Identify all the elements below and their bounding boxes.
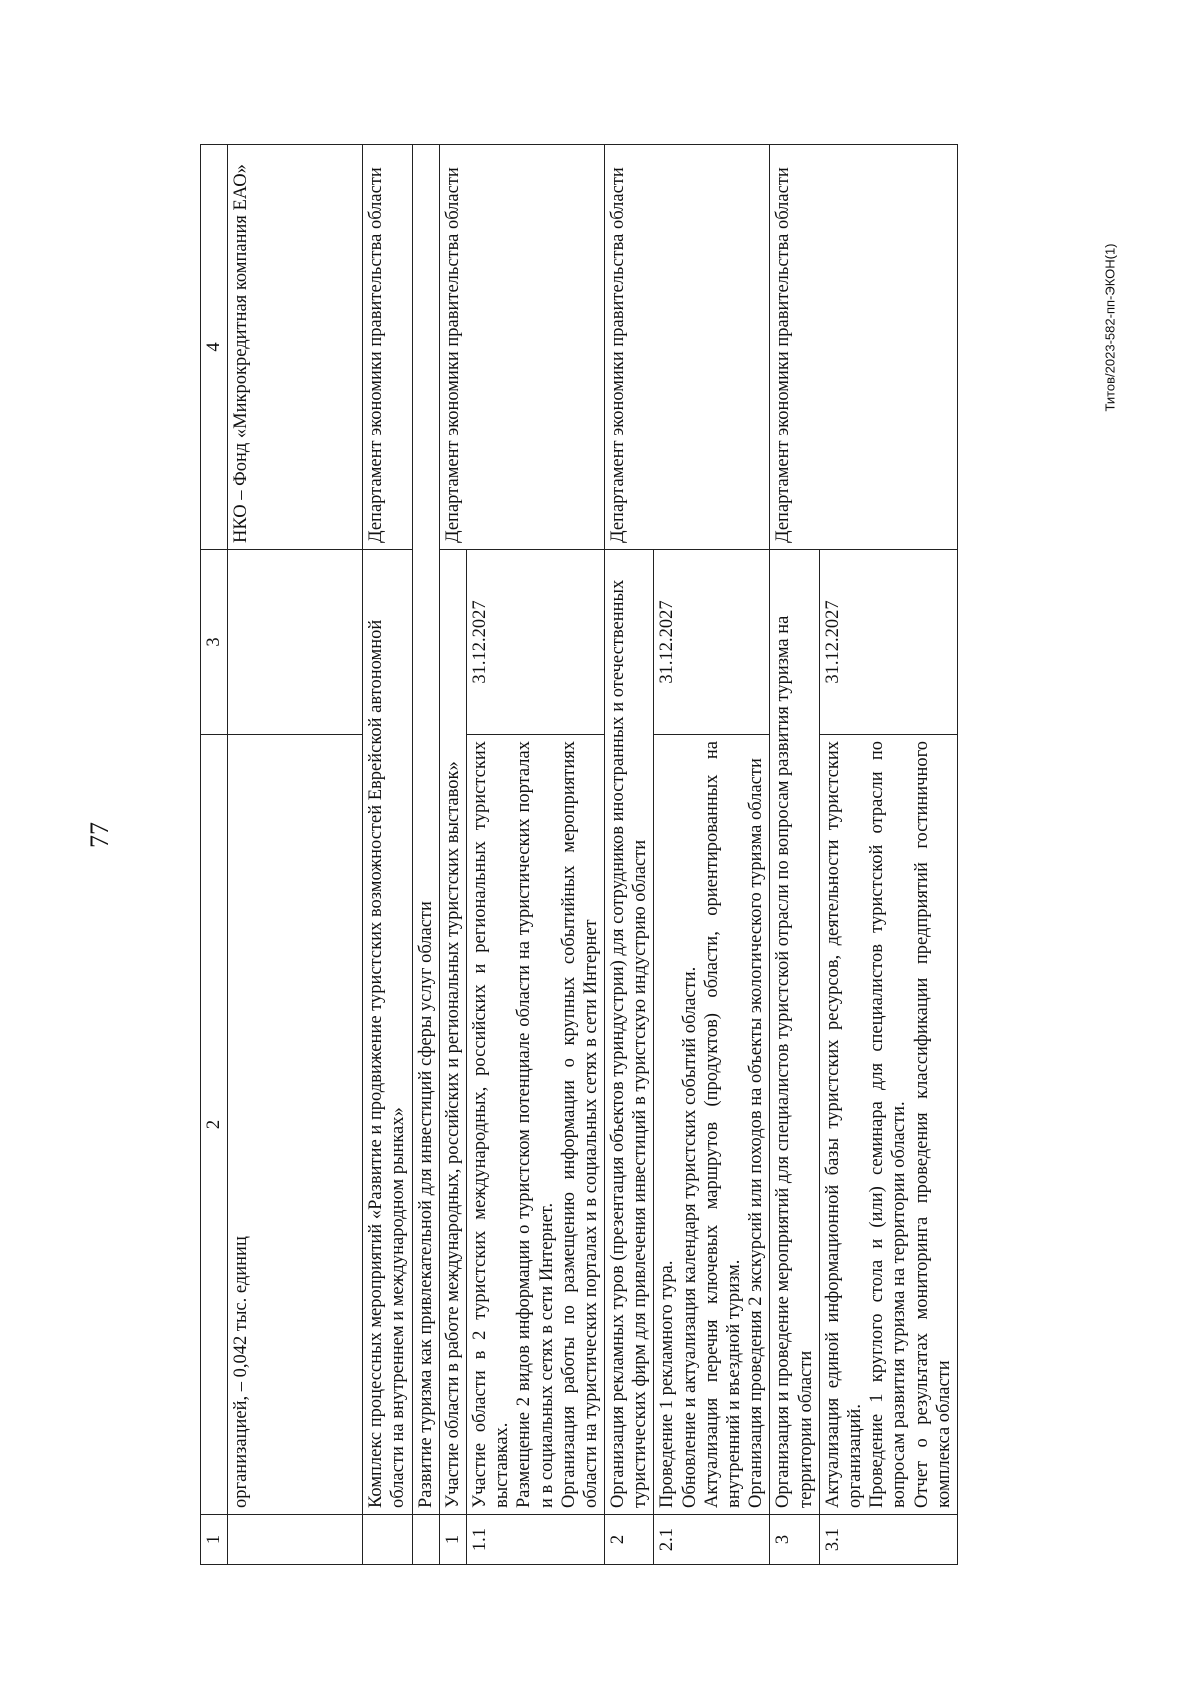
subtask-number: 2.1 [654,1515,770,1565]
cont-responsible: НКО – Фонд «Микрокредитная компания ЕАО» [228,145,363,550]
subtask-line: Организация работы по размещению информации о крупных событийных мероприятиях области на туристических порталах и в социальных сетях в сети Интернет [558,741,601,1508]
table-row [439,145,466,1565]
task-responsible: Департамент экономики правительства области [770,145,958,550]
subtask-description [466,735,604,1515]
subtask-line: Организация проведения 2 экскурсий или походов на объекты экологического туризма области [746,758,767,1508]
subtask-date: 31.12.2027 [654,550,770,735]
page-number: 77 [85,822,114,848]
subtask-date: 31.12.2027 [466,550,604,735]
cont-text: организацией, – 0,042 тыс. единиц [228,735,363,1515]
subtask-date: 31.12.2027 [819,550,957,735]
table-row [605,145,654,1565]
complex-title: Комплекс процессных мероприятий «Развитие и продвижение туристских возможностей Еврейской автономной области на внутреннем и международном рынках» [363,550,412,1515]
document-code: Титов/2023-582-пп-ЭКОН(1) [1102,243,1118,412]
task-number: 2 [605,1515,654,1565]
task-responsible: Департамент экономики правительства области [439,145,604,550]
task-number: 3 [770,1515,819,1565]
table-row [363,145,412,1565]
subtask-line: Размещение 2 видов информации о туристском потенциале области на туристических порталах и в социальных сетях в сети Интернет. [514,741,557,1508]
table-row [770,145,819,1565]
subtask-line: Актуализация единой информационной базы туристских ресурсов, деятельности туристских организаций. [822,741,865,1508]
subtask-line: Проведение 1 рекламного тура. [657,1260,678,1508]
task-title: Участие области в работе международных, российских и региональных туристских выставок» [439,550,466,1515]
rotated-table-container [200,145,960,1565]
subtask-line: Актуализация перечня ключевых маршрутов (продуктов) области, ориентированных на внутренний и въездной туризм. [701,741,744,1508]
subtask-line: Отчет о результатах мониторинга проведения классификации предприятий гостиничного комплекса области [911,741,954,1508]
header-col-2: 2 [201,735,228,1515]
subtask-number: 3.1 [819,1515,957,1565]
task-title: Организация и проведение мероприятий для специалистов туристской отрасли по вопросам развития туризма на территории области [770,550,819,1515]
subtask-line: Обновление и актуализация календаря туристских событий области. [679,966,700,1508]
measures-table [200,144,958,1565]
task-title: Организация рекламных туров (презентация объектов туриндустрии) для сотрудников иностранных и отечественных туристических фирм для привлечения инвестиций в туристскую индустрию области [605,550,654,1515]
subtask-line: Проведение 1 круглого стола и (или) семинара для специалистов туристской отрасли по вопросам развития туризма на территории области. [867,741,910,1508]
task-number: 1 [439,1515,466,1565]
subtask-number: 1.1 [466,1515,604,1565]
table-row [228,145,363,1565]
task-responsible: Департамент экономики правительства области [605,145,770,550]
table-row [412,145,439,1565]
header-row [201,145,228,1565]
header-col-3: 3 [201,550,228,735]
subtask-description [819,735,957,1515]
header-col-1: 1 [201,1515,228,1565]
subtask-description [654,735,770,1515]
complex-responsible: Департамент экономики правительства области [363,145,412,550]
subtask-line: Участие области в 2 туристских международных, российских и региональных туристских выставках. [469,741,513,1508]
header-col-4: 4 [201,145,228,550]
section-title: Развитие туризма как привлекательной для инвестиций сферы услуг области [412,145,439,1515]
